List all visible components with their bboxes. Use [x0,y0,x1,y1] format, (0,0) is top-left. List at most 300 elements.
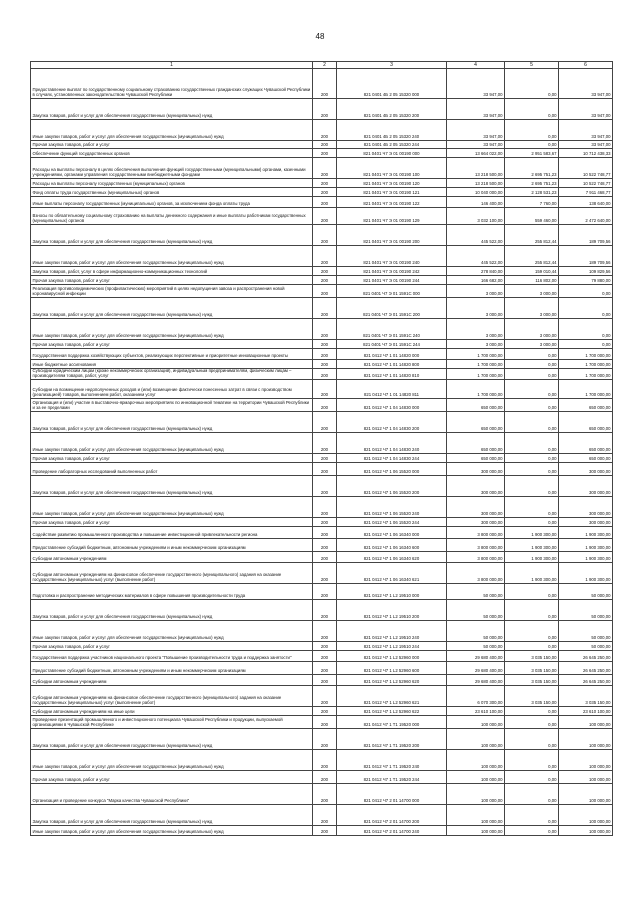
row-code: 200 [313,141,337,149]
row-name: Закупка товаров, работ и услуг для обеспечения государственных (муниципальных) нужд [31,412,313,433]
row-code: 200 [313,463,337,476]
row-name: Субсидии автономным учреждениям [31,675,313,686]
row-kbk: 821 0412 Ч7 1 L2 19510 244 [337,642,447,651]
row-name: Предоставление субсидий бюджетным, автономным учреждениям и иным некоммерческим организациям [31,539,313,552]
table-row [31,433,613,454]
row-value-6: 138 640,00 [559,197,613,208]
row-code: 200 [313,729,337,750]
row-kbk: 821 0412 Ч7 1 L2 19510 000 [337,584,447,600]
column-header-4: 4 [447,62,505,69]
row-value-5: 3 000,00 [505,285,559,298]
row-value-4: 13 218 500,00 [447,179,505,188]
row-code: 200 [313,197,337,208]
row-kbk: 821 0412 Ч7 1 Т1 19520 244 [337,771,447,784]
row-value-4: 300 000,00 [447,476,505,497]
row-code: 200 [313,563,337,584]
row-value-6: 1 700 000,00 [559,349,613,360]
row-value-5: 0,00 [505,784,559,805]
row-value-4: 100 000,00 [447,729,505,750]
row-value-4: 3 800 000,00 [447,563,505,584]
table-row [31,197,613,208]
row-value-5: 1 900 300,00 [505,539,559,552]
table-row [31,463,613,476]
row-value-4: 1 700 000,00 [447,369,505,380]
row-value-4: 445 522,00 [447,225,505,246]
row-value-4: 300 000,00 [447,463,505,476]
row-code: 200 [313,188,337,197]
row-value-4: 29 680 400,00 [447,675,505,686]
row-value-6: 33 947,00 [559,120,613,141]
row-kbk: 821 0412 Ч7 1 06 15520 240 [337,497,447,518]
row-code: 200 [313,298,337,319]
row-kbk: 821 0412 Ч7 1 06 16340 620 [337,552,447,563]
row-kbk: 821 0412 Ч7 1 Т1 19520 000 [337,716,447,729]
table-row [31,454,613,463]
table-row [31,225,613,246]
row-name: Государственная поддержка хозяйствующих субъектов, реализующих перспективные и приоритетные инновационные проекты [31,349,313,360]
row-value-4: 3 800 000,00 [447,552,505,563]
row-code: 200 [313,349,337,360]
row-value-4: 166 682,00 [447,276,505,285]
row-code: 200 [313,360,337,369]
row-value-5: 116 802,00 [505,276,559,285]
table-row [31,267,613,276]
row-value-6: 23 610 100,00 [559,707,613,716]
row-code: 200 [313,120,337,141]
row-value-5: 0,00 [505,454,559,463]
row-value-6: 3 035 150,00 [559,686,613,707]
table-row [31,412,613,433]
row-name: Иные закупки товаров, работ и услуг для обеспечения государственных (муниципальных) нужд [31,497,313,518]
row-value-4: 13 218 500,00 [447,158,505,179]
row-value-5: 559 460,00 [505,208,559,225]
row-value-4: 3 032 100,00 [447,208,505,225]
row-value-5: 0,00 [505,399,559,412]
row-value-4: 33 947,00 [447,120,505,141]
row-kbk: 821 0401 Ч7 Э 01 1591С 240 [337,319,447,340]
row-name: Предоставление выплат по государственному социальному страхованию государственных гражданских служащих Чувашской Республики в случаях, установленных законодательством Чувашской Республики [31,69,313,99]
row-code: 200 [313,319,337,340]
row-value-4: 50 000,00 [447,600,505,621]
row-code: 200 [313,621,337,642]
table-row [31,600,613,621]
row-value-6: 100 000,00 [559,716,613,729]
row-code: 200 [313,158,337,179]
row-kbk: 821 0401 Ч7 Э 01 1591С 244 [337,340,447,349]
row-value-5: 3 000,00 [505,340,559,349]
row-value-4: 50 000,00 [447,642,505,651]
row-name: Иные закупки товаров, работ и услуг для обеспечения государственных (муниципальных) нужд [31,319,313,340]
row-value-6: 300 000,00 [559,463,613,476]
row-value-6: 0,00 [559,285,613,298]
row-kbk: 821 0412 Ч7 1 L2 52960 000 [337,651,447,662]
row-kbk: 821 0401 Ч7 Э 01 00190 244 [337,276,447,285]
row-value-5: 3 000,00 [505,298,559,319]
row-value-4: 3 000,00 [447,285,505,298]
row-code: 200 [313,497,337,518]
table-row [31,662,613,675]
row-name: Проведение презентаций промышленного и инвестиционного потенциала Чувашской Республики и продукции, выпускаемой организациями в Чувашской Республике [31,716,313,729]
row-value-4: 33 947,00 [447,99,505,120]
row-name: Иные выплаты персоналу государственных (муниципальных) органов, за исключением фонда оплаты труда [31,197,313,208]
table-row [31,369,613,380]
table-row [31,179,613,188]
row-name: Закупка товаров, работ и услуг для обеспечения государственных (муниципальных) нужд [31,298,313,319]
row-kbk: 821 0412 Ч7 1 06 16340 000 [337,527,447,539]
row-value-6: 650 000,00 [559,454,613,463]
table-row [31,497,613,518]
table-row [31,298,613,319]
column-header-2: 2 [313,62,337,69]
table-body [31,62,613,836]
row-value-6: 100 000,00 [559,784,613,805]
row-value-5: 0,00 [505,716,559,729]
row-value-5: 255 812,44 [505,246,559,267]
row-name: Прочая закупка товаров, работ и услуг [31,642,313,651]
table-row [31,771,613,784]
row-kbk: 821 0412 Ч7 2 01 14700 200 [337,805,447,826]
row-value-5: 159 010,44 [505,267,559,276]
row-value-6: 189 709,56 [559,246,613,267]
row-value-6: 1 900 300,00 [559,527,613,539]
row-name: Иные закупки товаров, работ и услуг для обеспечения государственных (муниципальных) нужд [31,120,313,141]
row-kbk: 821 0401 Ч7 Э 01 00190 120 [337,179,447,188]
table-row [31,349,613,360]
row-kbk: 821 0412 Ч7 1 L2 19510 240 [337,621,447,642]
row-name: Подготовка и распространение методических материалов в сфере повышения производительности труда [31,584,313,600]
row-code: 200 [313,662,337,675]
table-row [31,675,613,686]
row-name: Закупка товаров, работ и услуг для обеспечения государственных (муниципальных) нужд [31,729,313,750]
row-value-6: 1 700 000,00 [559,380,613,399]
row-value-4: 650 000,00 [447,412,505,433]
row-value-5: 0,00 [505,621,559,642]
row-name: Закупка товаров, работ и услуг для обеспечения государственных (муниципальных) нужд [31,805,313,826]
row-name: Субсидии автономным учреждениям на финансовое обеспечение государственного (муниципального) задания на оказание государственных (муниципальных) услуг (выполнение работ) [31,563,313,584]
table-row [31,805,613,826]
table-row [31,360,613,369]
row-code: 200 [313,675,337,686]
row-value-5: 0,00 [505,750,559,771]
row-value-5: 0,00 [505,463,559,476]
table-row [31,476,613,497]
row-code: 200 [313,246,337,267]
row-code: 200 [313,716,337,729]
row-kbk: 821 0412 Ч7 1 L2 52960 622 [337,707,447,716]
table-row [31,69,613,99]
row-kbk: 821 0412 Ч7 1 06 16340 600 [337,539,447,552]
row-kbk: 821 0412 Ч7 1 01 14820 810 [337,369,447,380]
row-kbk: 821 0401 Ч7 Э 01 00190 121 [337,188,447,197]
row-kbk: 821 0412 Ч7 1 01 14820 000 [337,349,447,360]
row-name: Организация и (или) участие в выставочно-ярмарочных мероприятиях по инновационной тематике на территории Чувашской Республики и за ее пределами [31,399,313,412]
row-value-6: 0,00 [559,319,613,340]
table-row [31,826,613,836]
row-name: Закупка товаров, работ, услуг в сфере информационно-коммуникационных технологий [31,267,313,276]
row-value-4: 1 700 000,00 [447,360,505,369]
row-value-6: 100 000,00 [559,805,613,826]
row-name: Проведение лабораторных исследований выполненных работ [31,463,313,476]
table-row [31,642,613,651]
row-name: Обеспечение функций государственных органов [31,149,313,158]
row-value-6: 50 000,00 [559,621,613,642]
row-value-6: 109 829,56 [559,267,613,276]
row-kbk: 821 0401 4Б 2 05 15320 240 [337,120,447,141]
row-value-5: 2 695 751,23 [505,158,559,179]
row-value-6: 1 900 300,00 [559,539,613,552]
row-name: Субсидии на возмещение недополученных доходов и (или) возмещение фактически понесенных затрат в связи с производством (реализацией) товаров, выполнением работ, оказанием услуг [31,380,313,399]
row-name: Расходы на выплаты персоналу в целях обеспечения выполнения функций государственными (муниципальными) органами, казенными учреждениями, органами управления государственными внебюджетными фондами [31,158,313,179]
row-value-4: 29 680 400,00 [447,662,505,675]
row-value-5: 0,00 [505,380,559,399]
row-value-6: 79 880,00 [559,276,613,285]
row-value-6: 100 000,00 [559,771,613,784]
row-name: Фонд оплаты труда государственных (муниципальных) органов [31,188,313,197]
row-value-5: 0,00 [505,518,559,527]
row-value-5: 0,00 [505,349,559,360]
row-name: Субсидии автономным учреждениям на иные цели [31,707,313,716]
row-value-4: 33 947,00 [447,141,505,149]
row-value-6: 26 645 250,00 [559,675,613,686]
row-kbk: 821 0401 Ч7 Э 01 00190 129 [337,208,447,225]
row-code: 200 [313,399,337,412]
row-code: 200 [313,276,337,285]
row-value-6: 650 000,00 [559,433,613,454]
row-value-6: 189 709,56 [559,225,613,246]
row-value-6: 100 000,00 [559,750,613,771]
row-value-5: 0,00 [505,826,559,836]
row-code: 200 [313,771,337,784]
row-value-4: 23 610 100,00 [447,707,505,716]
row-kbk: 821 0401 Ч7 Э 01 1591С 000 [337,285,447,298]
row-value-5: 0,00 [505,497,559,518]
table-row [31,188,613,197]
row-value-4: 300 000,00 [447,497,505,518]
row-kbk: 821 0401 Ч7 Э 01 1591С 200 [337,298,447,319]
row-value-5: 0,00 [505,412,559,433]
table-row [31,527,613,539]
row-value-4: 100 000,00 [447,826,505,836]
table-row [31,380,613,399]
row-kbk: 821 0412 Ч7 1 L2 52960 621 [337,686,447,707]
table-row [31,208,613,225]
row-kbk: 821 0401 Ч7 Э 01 00190 240 [337,246,447,267]
row-kbk: 821 0401 Ч7 Э 01 00190 000 [337,149,447,158]
row-value-6: 33 947,00 [559,141,613,149]
row-value-6: 1 700 000,00 [559,369,613,380]
row-value-6: 1 900 300,00 [559,552,613,563]
row-value-4: 3 800 000,00 [447,527,505,539]
row-value-6: 50 000,00 [559,642,613,651]
row-kbk: 821 0412 Ч7 1 01 14820 811 [337,380,447,399]
row-value-6: 300 000,00 [559,476,613,497]
table-row [31,518,613,527]
row-value-5: 1 900 300,00 [505,563,559,584]
row-value-5: 0,00 [505,476,559,497]
row-code: 200 [313,539,337,552]
row-value-5: 0,00 [505,369,559,380]
row-code: 200 [313,225,337,246]
row-value-5: 0,00 [505,729,559,750]
row-name: Субсидии юридическим лицам (кроме некоммерческих организаций), индивидуальным предпринимателям, физическим лицам – производителям товаров, работ, услуг [31,369,313,380]
row-kbk: 821 0412 Ч7 1 L2 19510 200 [337,600,447,621]
row-name: Иные закупки товаров, работ и услуг для обеспечения государственных (муниципальных) нужд [31,826,313,836]
row-name: Предоставление субсидий бюджетным, автономным учреждениям и иным некоммерческим организациям [31,662,313,675]
row-code: 200 [313,454,337,463]
row-code: 200 [313,99,337,120]
row-value-6: 7 911 468,77 [559,188,613,197]
row-code: 200 [313,433,337,454]
row-value-5: 3 035 150,00 [505,686,559,707]
row-kbk: 821 0412 Ч7 1 06 15520 244 [337,518,447,527]
row-name: Прочая закупка товаров, работ и услуг [31,141,313,149]
table-row [31,399,613,412]
row-value-5: 0,00 [505,600,559,621]
row-code: 200 [313,340,337,349]
row-kbk: 821 0412 Ч7 1 01 14820 800 [337,360,447,369]
row-name: Иные бюджетные ассигнования [31,360,313,369]
column-header-1: 1 [31,62,313,69]
row-value-4: 650 000,00 [447,399,505,412]
row-kbk: 821 0412 Ч7 1 04 14830 244 [337,454,447,463]
row-name: Закупка товаров, работ и услуг для обеспечения государственных (муниципальных) нужд [31,476,313,497]
row-code: 200 [313,380,337,399]
row-kbk: 821 0412 Ч7 1 06 16340 621 [337,563,447,584]
row-code: 200 [313,69,337,99]
table-row [31,319,613,340]
table-header-row [31,62,613,69]
row-value-5: 7 760,00 [505,197,559,208]
row-name: Закупка товаров, работ и услуг для обеспечения государственных (муниципальных) нужд [31,225,313,246]
row-value-6: 10 522 748,77 [559,158,613,179]
table-row [31,141,613,149]
row-code: 200 [313,552,337,563]
row-name: Расходы на выплаты персоналу государственных (муниципальных) органов [31,179,313,188]
row-code: 200 [313,369,337,380]
row-value-4: 3 000,00 [447,319,505,340]
row-kbk: 821 0401 Ч7 Э 01 00190 200 [337,225,447,246]
row-kbk: 821 0412 Ч7 1 04 14830 000 [337,399,447,412]
row-value-5: 0,00 [505,360,559,369]
row-kbk: 821 0412 Ч7 1 06 15520 200 [337,476,447,497]
row-value-4: 100 000,00 [447,750,505,771]
row-code: 200 [313,642,337,651]
row-value-5: 2 951 583,67 [505,149,559,158]
row-name: Прочая закупка товаров, работ и услуг [31,518,313,527]
row-value-6: 300 000,00 [559,518,613,527]
row-name: Государственная поддержка участников национального проекта "Повышение производительности труда и поддержка занятости" [31,651,313,662]
table-row [31,584,613,600]
row-code: 200 [313,707,337,716]
row-code: 200 [313,208,337,225]
row-value-6: 26 645 250,00 [559,662,613,675]
row-value-6: 33 947,00 [559,99,613,120]
row-name: Иные закупки товаров, работ и услуг для обеспечения государственных (муниципальных) нужд [31,750,313,771]
row-value-4: 29 680 400,00 [447,651,505,662]
row-kbk: 821 0412 Ч7 2 01 14700 240 [337,826,447,836]
row-code: 200 [313,412,337,433]
table-row [31,552,613,563]
row-value-5: 255 812,44 [505,225,559,246]
row-kbk: 821 0401 Ч7 Э 01 00190 242 [337,267,447,276]
row-value-4: 10 040 000,00 [447,188,505,197]
row-code: 200 [313,527,337,539]
row-value-4: 3 800 000,00 [447,539,505,552]
row-value-6: 26 645 250,00 [559,651,613,662]
row-value-6: 0,00 [559,340,613,349]
row-value-6: 2 472 640,00 [559,208,613,225]
row-name: Иные закупки товаров, работ и услуг для обеспечения государственных (муниципальных) нужд [31,246,313,267]
row-value-5: 0,00 [505,99,559,120]
row-name: Содействие развитию промышленного производства и повышение инвестиционной привлекательности региона [31,527,313,539]
row-name: Закупка товаров, работ и услуг для обеспечения государственных (муниципальных) нужд [31,600,313,621]
row-value-4: 100 000,00 [447,805,505,826]
row-kbk: 821 0412 Ч7 2 01 14700 000 [337,784,447,805]
row-value-4: 50 000,00 [447,621,505,642]
row-value-4: 1 700 000,00 [447,349,505,360]
table-row [31,120,613,141]
row-value-4: 445 522,00 [447,246,505,267]
row-kbk: 821 0412 Ч7 1 04 14830 240 [337,433,447,454]
table-row [31,340,613,349]
row-value-5: 0,00 [505,642,559,651]
row-value-5: 0,00 [505,120,559,141]
row-value-6: 650 000,00 [559,399,613,412]
table-row [31,716,613,729]
row-code: 200 [313,750,337,771]
table-row [31,621,613,642]
row-code: 200 [313,784,337,805]
row-value-5: 3 035 150,00 [505,651,559,662]
row-value-5: 3 000,00 [505,319,559,340]
row-name: Прочая закупка товаров, работ и услуг [31,340,313,349]
row-code: 200 [313,686,337,707]
row-kbk: 821 0412 Ч7 1 L2 52960 620 [337,675,447,686]
row-value-6: 10 712 438,33 [559,149,613,158]
row-code: 200 [313,149,337,158]
column-header-3: 3 [337,62,447,69]
row-value-6: 650 000,00 [559,412,613,433]
row-value-5: 0,00 [505,584,559,600]
row-value-6: 0,00 [559,298,613,319]
row-value-5: 0,00 [505,69,559,99]
row-code: 200 [313,476,337,497]
row-name: Организация и проведение конкурса "Марка качества Чувашской Республики" [31,784,313,805]
row-value-4: 3 000,00 [447,340,505,349]
row-name: Субсидии автономным учреждениям на финансовое обеспечение государственного (муниципального) задания на оказание государственных (муниципальных) услуг (выполнение работ) [31,686,313,707]
row-value-4: 6 070 300,00 [447,686,505,707]
row-value-5: 3 035 150,00 [505,675,559,686]
row-code: 200 [313,651,337,662]
table-row [31,276,613,285]
row-value-6: 33 947,00 [559,69,613,99]
row-kbk: 821 0401 4Б 2 05 15320 200 [337,99,447,120]
table-row [31,707,613,716]
row-code: 200 [313,518,337,527]
row-kbk: 821 0401 Ч7 Э 01 00190 100 [337,158,447,179]
row-value-6: 100 000,00 [559,826,613,836]
row-name: Прочая закупка товаров, работ и услуг [31,454,313,463]
row-code: 200 [313,584,337,600]
table-row [31,99,613,120]
row-value-5: 0,00 [505,707,559,716]
row-kbk: 821 0412 Ч7 1 Т1 19520 200 [337,729,447,750]
row-value-4: 278 840,00 [447,267,505,276]
row-name: Иные закупки товаров, работ и услуг для обеспечения государственных (муниципальных) нужд [31,621,313,642]
row-value-4: 3 000,00 [447,298,505,319]
table-row [31,149,613,158]
table-row [31,285,613,298]
